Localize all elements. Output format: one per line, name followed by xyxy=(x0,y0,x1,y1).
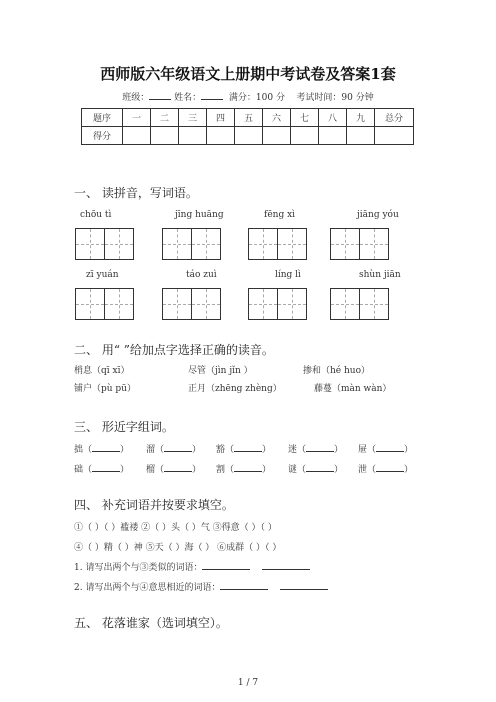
exam-info xyxy=(0,90,496,103)
writing-grid[interactable] xyxy=(330,228,389,260)
score-header-cell: 九 xyxy=(347,109,375,127)
answer-blank[interactable] xyxy=(306,442,334,452)
writing-grid[interactable] xyxy=(248,228,307,260)
score-header-cell: 二 xyxy=(151,109,179,127)
page-number: 1 / 7 xyxy=(237,678,259,688)
writing-grid[interactable] xyxy=(330,288,389,320)
score-header-cell: 三 xyxy=(179,109,207,127)
name-blank xyxy=(201,90,223,100)
class-blank xyxy=(149,90,171,100)
pinyin-label: jiāng yóu xyxy=(357,210,399,220)
answer-blank[interactable] xyxy=(202,560,250,570)
similar-char-item: 拙（ ） xyxy=(74,442,129,455)
score-row-label: 得分 xyxy=(82,127,123,145)
idiom-fill-line: ①（ ）（ ）褴褛 ②（ ）头（ ）气 ③得意（ ）（ ） xyxy=(74,523,277,533)
question-2: 2. 请写出两个与④意思相近的词语： xyxy=(74,580,328,593)
score-header-cell: 八 xyxy=(319,109,347,127)
pinyin-label: chōu tì xyxy=(80,210,112,220)
score-cell xyxy=(179,127,207,145)
page-title: 西师版六年级语文上册期中考试卷及答案1套 xyxy=(100,65,396,83)
answer-blank[interactable] xyxy=(220,580,268,590)
similar-char-item: 迷（ ） xyxy=(288,442,343,455)
similar-char-item: 泄（ ） xyxy=(358,462,413,475)
similar-char-item: 溜（ ） xyxy=(146,442,201,455)
pinyin-label: líng lì xyxy=(275,270,301,280)
score-cell xyxy=(263,127,291,145)
answer-blank[interactable] xyxy=(262,560,310,570)
writing-grid[interactable] xyxy=(75,288,134,320)
score-cell xyxy=(375,127,414,145)
score-table-header-row xyxy=(82,109,414,127)
pinyin-label: zī yuán xyxy=(86,270,119,280)
score-header-cell: 题序 xyxy=(82,109,123,127)
score-header-cell: 五 xyxy=(235,109,263,127)
reading-choice: 正月（zhēng zhèng） xyxy=(188,384,282,394)
full-score: 满分：100 分 xyxy=(228,93,285,103)
answer-blank[interactable] xyxy=(164,462,192,472)
class-label: 班级： xyxy=(122,93,150,103)
answer-blank[interactable] xyxy=(92,442,120,452)
exam-time: 考试时间：90 分钟 xyxy=(296,93,374,103)
score-header-cell: 四 xyxy=(207,109,235,127)
answer-blank[interactable] xyxy=(234,442,262,452)
writing-grid[interactable] xyxy=(162,288,221,320)
writing-grid[interactable] xyxy=(248,288,307,320)
similar-char-item: 榴（ ） xyxy=(146,462,201,475)
score-table-score-row xyxy=(82,127,414,145)
similar-char-item: 割（ ） xyxy=(216,462,271,475)
score-cell xyxy=(291,127,319,145)
reading-choice: 铺户（pù pū） xyxy=(74,384,136,394)
writing-grid[interactable] xyxy=(162,228,221,260)
similar-char-item: 豁（ ） xyxy=(216,442,271,455)
name-label: 姓名： xyxy=(174,93,202,103)
pinyin-label: shùn jiān xyxy=(359,270,401,280)
score-header-cell: 七 xyxy=(291,109,319,127)
similar-char-item: 屉（ ） xyxy=(358,442,413,455)
score-cell xyxy=(319,127,347,145)
score-cell xyxy=(235,127,263,145)
pinyin-label: táo zuì xyxy=(186,270,217,280)
answer-blank[interactable] xyxy=(234,462,262,472)
score-cell xyxy=(123,127,151,145)
answer-blank[interactable] xyxy=(92,462,120,472)
score-cell xyxy=(347,127,375,145)
reading-choice: 掺和（hé huo） xyxy=(303,366,370,376)
answer-blank[interactable] xyxy=(376,462,404,472)
reading-choice: 梢息（qī xī） xyxy=(74,366,130,376)
answer-blank[interactable] xyxy=(164,442,192,452)
section4-heading: 四、 补充词语并按要求填空。 xyxy=(74,498,234,512)
score-header-cell: 六 xyxy=(263,109,291,127)
section1-heading: 一、 读拼音，写词语。 xyxy=(74,186,198,200)
answer-blank[interactable] xyxy=(280,580,328,590)
similar-char-item: 础（ ） xyxy=(74,462,129,475)
similar-char-item: 谜（ ） xyxy=(288,462,343,475)
answer-blank[interactable] xyxy=(306,462,334,472)
idiom-fill-line: ④（ ）精（ ）神 ⑤天（ ）海（ ） ⑥成群（ ）（ ） xyxy=(74,543,282,553)
pinyin-label: jīng huāng xyxy=(175,210,224,220)
section5-heading: 五、 花落谁家（选词填空）。 xyxy=(74,616,228,630)
writing-grid[interactable] xyxy=(75,228,134,260)
pinyin-label: fēng xì xyxy=(264,210,296,220)
reading-choice: 尽管（jìn jǐn ） xyxy=(188,366,253,376)
score-table xyxy=(81,108,414,145)
section2-heading: 二、 用“ ”给加点字选择正确的读音。 xyxy=(74,343,274,357)
answer-blank[interactable] xyxy=(376,442,404,452)
question-1: 1. 请写出两个与③类似的词语： xyxy=(74,560,310,573)
score-cell xyxy=(151,127,179,145)
reading-choice: 藤蔓（màn wàn） xyxy=(314,384,392,394)
section3-heading: 三、 形近字组词。 xyxy=(74,420,174,434)
score-header-cell: 总分 xyxy=(375,109,414,127)
score-cell xyxy=(207,127,235,145)
score-header-cell: 一 xyxy=(123,109,151,127)
